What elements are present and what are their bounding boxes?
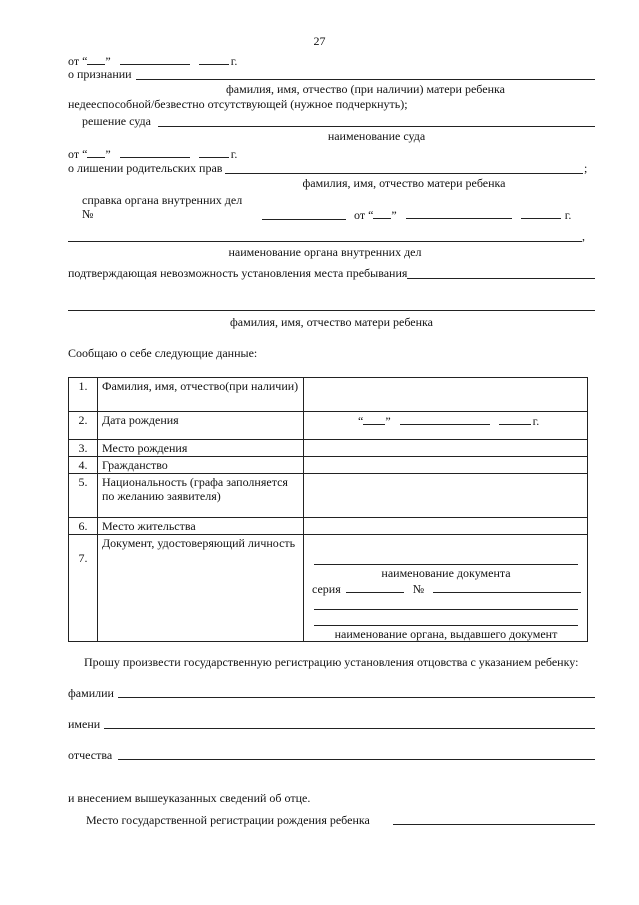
series-number-line	[312, 581, 581, 596]
row-value-field[interactable]	[304, 474, 588, 518]
name-label: имени	[68, 717, 101, 731]
row-label: Место жительства	[98, 518, 304, 535]
date-line-2	[68, 146, 237, 161]
request-text: Прошу произвести государственную регистрацию установления отцовства с указанием ребенку:	[84, 655, 579, 669]
year-suffix: г.	[230, 147, 238, 161]
court-name-caption: наименование суда	[327, 129, 426, 143]
court-name-field[interactable]	[158, 126, 595, 127]
about-self-heading: Сообщаю о себе следующие данные:	[68, 346, 258, 360]
number-label: №	[412, 582, 425, 596]
deprivation-field[interactable]	[225, 173, 583, 174]
year-suffix: г.	[230, 54, 238, 68]
police-cert-label: справка органа внутренних дел	[82, 193, 243, 207]
confirming-field[interactable]	[407, 278, 595, 279]
month-field[interactable]	[120, 53, 190, 65]
day-field[interactable]	[87, 146, 105, 158]
incapacity-text: недееспособной/безвестно отсутствующей (нужное подчеркнуть);	[68, 97, 408, 111]
table-row	[69, 535, 588, 642]
deprivation-end: ;	[584, 161, 588, 175]
series-label: серия	[312, 582, 341, 596]
id-document-cell	[304, 535, 588, 642]
doc-name-caption: наименование документа	[381, 566, 511, 580]
issuer-field-1[interactable]	[314, 609, 578, 610]
row-label: Документ, удостоверяющий личность	[98, 535, 304, 642]
mother-name-field-3[interactable]	[68, 310, 595, 311]
year-field[interactable]	[499, 413, 531, 425]
police-comma: ,	[582, 229, 585, 243]
page-number: 27	[313, 34, 326, 48]
police-date	[354, 207, 571, 222]
row-number: 2.	[69, 412, 98, 440]
number-field[interactable]	[433, 581, 581, 593]
year-field[interactable]	[199, 53, 229, 65]
table-row	[69, 457, 588, 474]
table-row	[69, 378, 588, 412]
patronymic-label: отчества	[68, 748, 113, 762]
month-field[interactable]	[406, 207, 512, 219]
month-field[interactable]	[120, 146, 190, 158]
recognition-label: о признании	[68, 67, 132, 81]
table-row	[69, 474, 588, 518]
table-row	[69, 412, 588, 440]
date-line-1	[68, 53, 237, 68]
quote-close: ”	[391, 208, 397, 222]
mother-name-caption-2: фамилия, имя, отчество матери ребенка	[302, 176, 506, 190]
quote-open: “	[358, 414, 364, 428]
police-org-field[interactable]	[68, 241, 582, 242]
police-number-field[interactable]	[262, 219, 346, 220]
day-field[interactable]	[373, 207, 391, 219]
day-field[interactable]	[363, 413, 385, 425]
row-number: 3.	[69, 440, 98, 457]
row-label: Гражданство	[98, 457, 304, 474]
birth-place-field[interactable]	[393, 824, 595, 825]
year-field[interactable]	[199, 146, 229, 158]
quote-close: ”	[385, 414, 391, 428]
year-suffix: г.	[564, 208, 572, 222]
deprivation-label: о лишении родительских прав	[68, 161, 223, 175]
issuer-caption: наименование органа, выдавшего документ	[334, 627, 558, 641]
issuer-field-2[interactable]	[314, 625, 578, 626]
series-field[interactable]	[346, 581, 404, 593]
doc-name-field[interactable]	[314, 564, 578, 565]
row-number: 5.	[69, 474, 98, 518]
quote-close: ”	[105, 54, 111, 68]
birth-date-line	[308, 413, 583, 428]
row-value-field[interactable]	[304, 457, 588, 474]
day-field[interactable]	[87, 53, 105, 65]
date-from-label: от “	[68, 54, 88, 68]
court-decision-label: решение суда	[82, 114, 151, 128]
row-number: 1.	[69, 378, 98, 412]
name-field[interactable]	[104, 728, 595, 729]
year-field[interactable]	[521, 207, 561, 219]
mother-name-caption-3: фамилия, имя, отчество матери ребенка	[230, 315, 433, 329]
birth-date-cell	[304, 412, 588, 440]
surname-label: фамилии	[68, 686, 114, 700]
recognition-field[interactable]	[136, 79, 595, 80]
year-suffix: г.	[532, 414, 540, 428]
row-number: 6.	[69, 518, 98, 535]
month-field[interactable]	[400, 413, 490, 425]
table-row	[69, 440, 588, 457]
surname-field[interactable]	[118, 697, 595, 698]
row-label: Место рождения	[98, 440, 304, 457]
police-org-caption: наименование органа внутренних дел	[228, 245, 422, 259]
row-label: Фамилия, имя, отчество(при наличии)	[98, 378, 304, 412]
date-from-label: от “	[68, 147, 88, 161]
row-value-field[interactable]	[304, 518, 588, 535]
date-from-label: от “	[354, 208, 374, 222]
confirming-text: подтверждающая невозможность установления места пребывания	[68, 266, 408, 280]
police-no-label: №	[82, 207, 94, 221]
row-value-field[interactable]	[304, 378, 588, 412]
row-label: Дата рождения	[98, 412, 304, 440]
mother-name-caption: фамилия, имя, отчество (при наличии) матери ребенка	[226, 82, 505, 96]
applicant-data-table	[68, 377, 588, 642]
row-value-field[interactable]	[304, 440, 588, 457]
row-number: 7.	[69, 535, 98, 642]
quote-close: ”	[105, 147, 111, 161]
table-row	[69, 518, 588, 535]
patronymic-field[interactable]	[118, 759, 595, 760]
row-label: Национальность (графа заполняется по желанию заявителя)	[98, 474, 304, 518]
row-number: 4.	[69, 457, 98, 474]
birth-place-label: Место государственной регистрации рождения ребенка	[86, 813, 370, 827]
father-info-text: и внесением вышеуказанных сведений об отце.	[68, 791, 311, 805]
